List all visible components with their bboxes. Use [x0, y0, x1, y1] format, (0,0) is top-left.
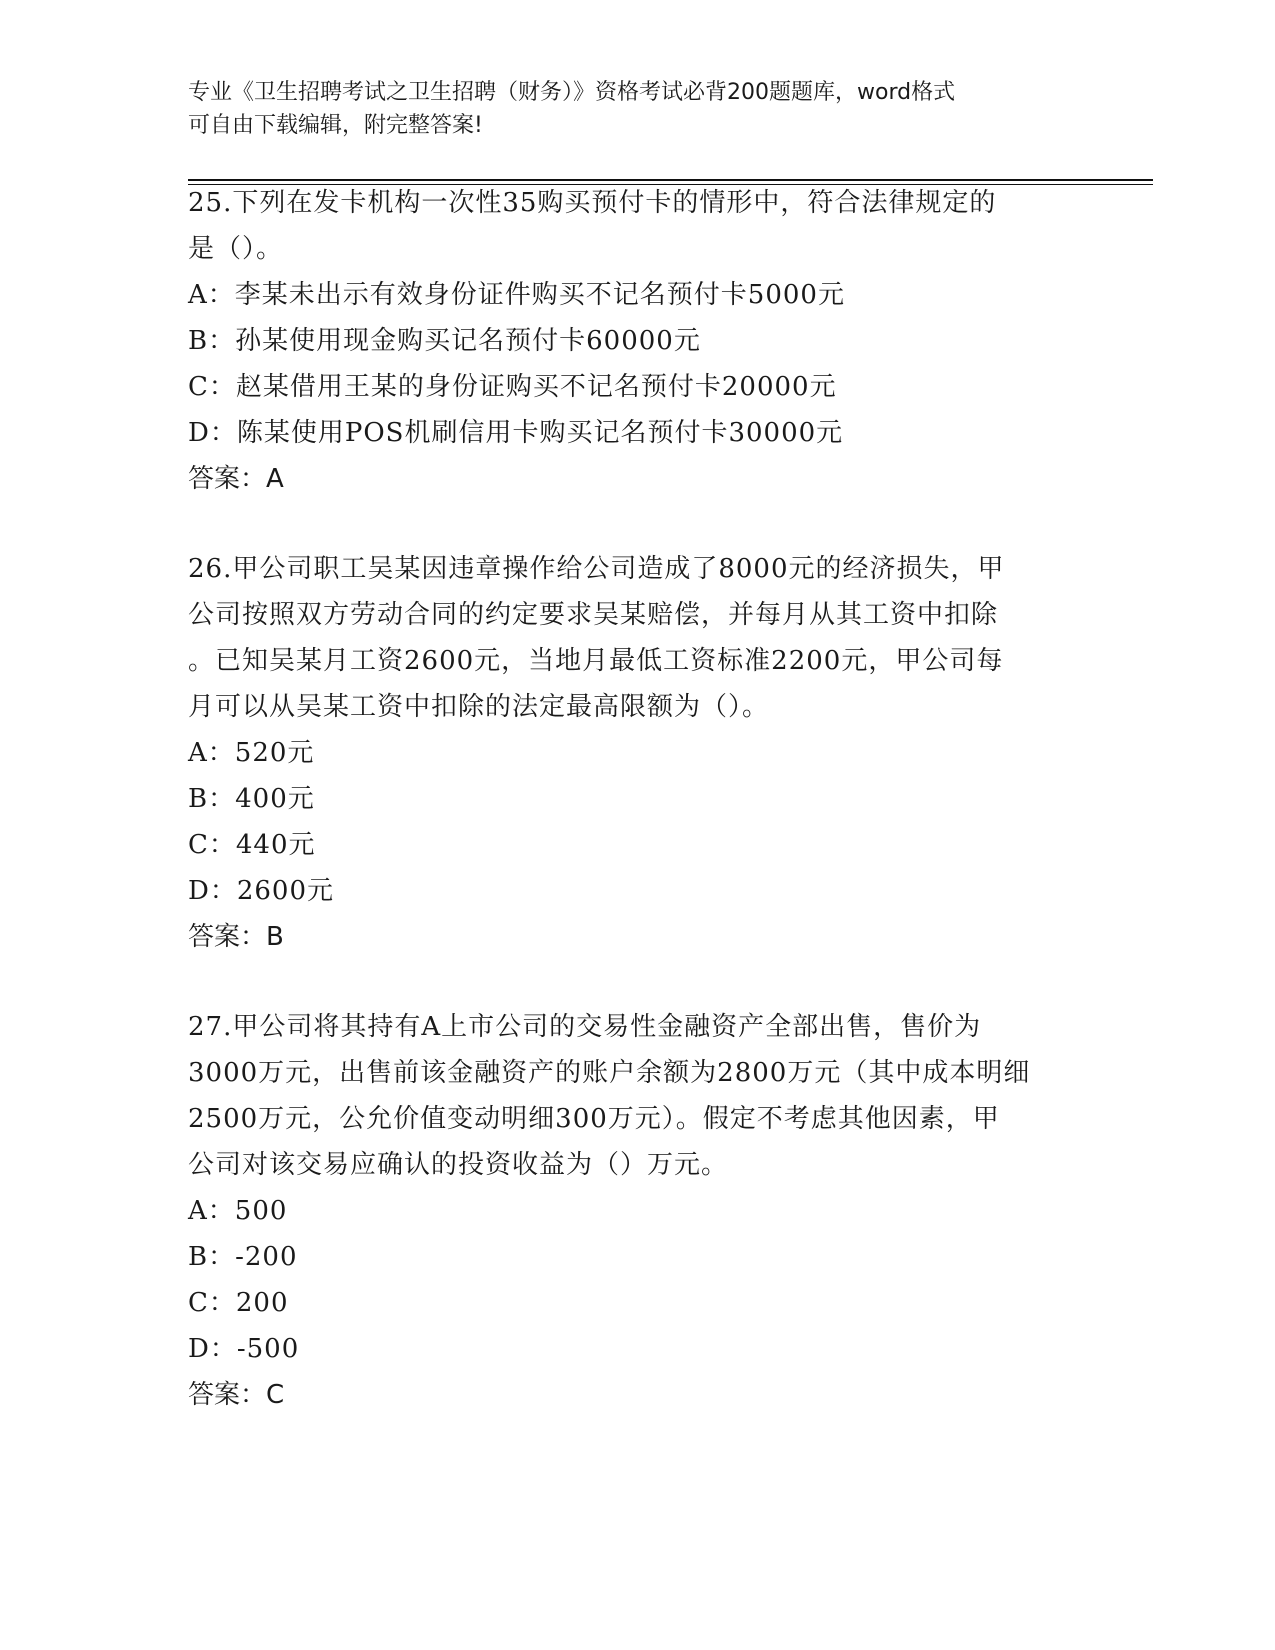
option-b: B：孙某使用现金购买记名预付卡60000元 — [188, 326, 701, 356]
option-a: A：李某未出示有效身份证件购买不记名预付卡5000元 — [188, 280, 845, 310]
header-line-1: 专业《卫生招聘考试之卫生招聘（财务）》资格考试必背200题题库，word格式 — [188, 80, 956, 105]
question-text-line: 3000万元，出售前该金融资产的账户余额为2800万元（其中成本明细 — [188, 1058, 1031, 1088]
option-a: A：520元 — [188, 738, 315, 768]
question-text-line: 27.甲公司将其持有A上市公司的交易性金融资产全部出售，售价为 — [188, 1012, 982, 1042]
option-d: D：-500 — [188, 1334, 300, 1364]
question-text-line: 。已知吴某月工资2600元，当地月最低工资标准2200元，甲公司每 — [188, 646, 1004, 676]
question-text-line: 月可以从吴某工资中扣除的法定最高限额为（）。 — [188, 692, 770, 722]
answer: 答案：C — [188, 1380, 285, 1410]
question-text-line: 2500万元，公允价值变动明细300万元）。假定不考虑其他因素，甲 — [188, 1104, 1000, 1134]
question-text-line: 是（）。 — [188, 234, 284, 264]
question-25 — [188, 180, 1088, 502]
document-header — [188, 76, 1088, 142]
question-text-line: 26.甲公司职工吴某因违章操作给公司造成了8000元的经济损失，甲 — [188, 554, 1005, 584]
option-c: C：赵某借用王某的身份证购买不记名预付卡20000元 — [188, 372, 837, 402]
question-text-line: 公司按照双方劳动合同的约定要求吴某赔偿，并每月从其工资中扣除 — [188, 600, 999, 630]
option-c: C：200 — [188, 1288, 289, 1318]
option-d: D：陈某使用POS机刷信用卡购买记名预付卡30000元 — [188, 418, 844, 448]
answer: 答案：B — [188, 922, 284, 952]
question-text-line: 25.下列在发卡机构一次性35购买预付卡的情形中，符合法律规定的 — [188, 188, 997, 218]
question-26 — [188, 546, 1088, 960]
option-a: A：500 — [188, 1196, 288, 1226]
option-d: D：2600元 — [188, 876, 335, 906]
header-line-2: 可自由下载编辑，附完整答案! — [188, 113, 483, 138]
question-27 — [188, 1004, 1088, 1418]
answer: 答案：A — [188, 464, 284, 494]
question-text-line: 公司对该交易应确认的投资收益为（）万元。 — [188, 1150, 729, 1180]
option-b: B：400元 — [188, 784, 315, 814]
option-b: B：-200 — [188, 1242, 298, 1272]
option-c: C：440元 — [188, 830, 316, 860]
